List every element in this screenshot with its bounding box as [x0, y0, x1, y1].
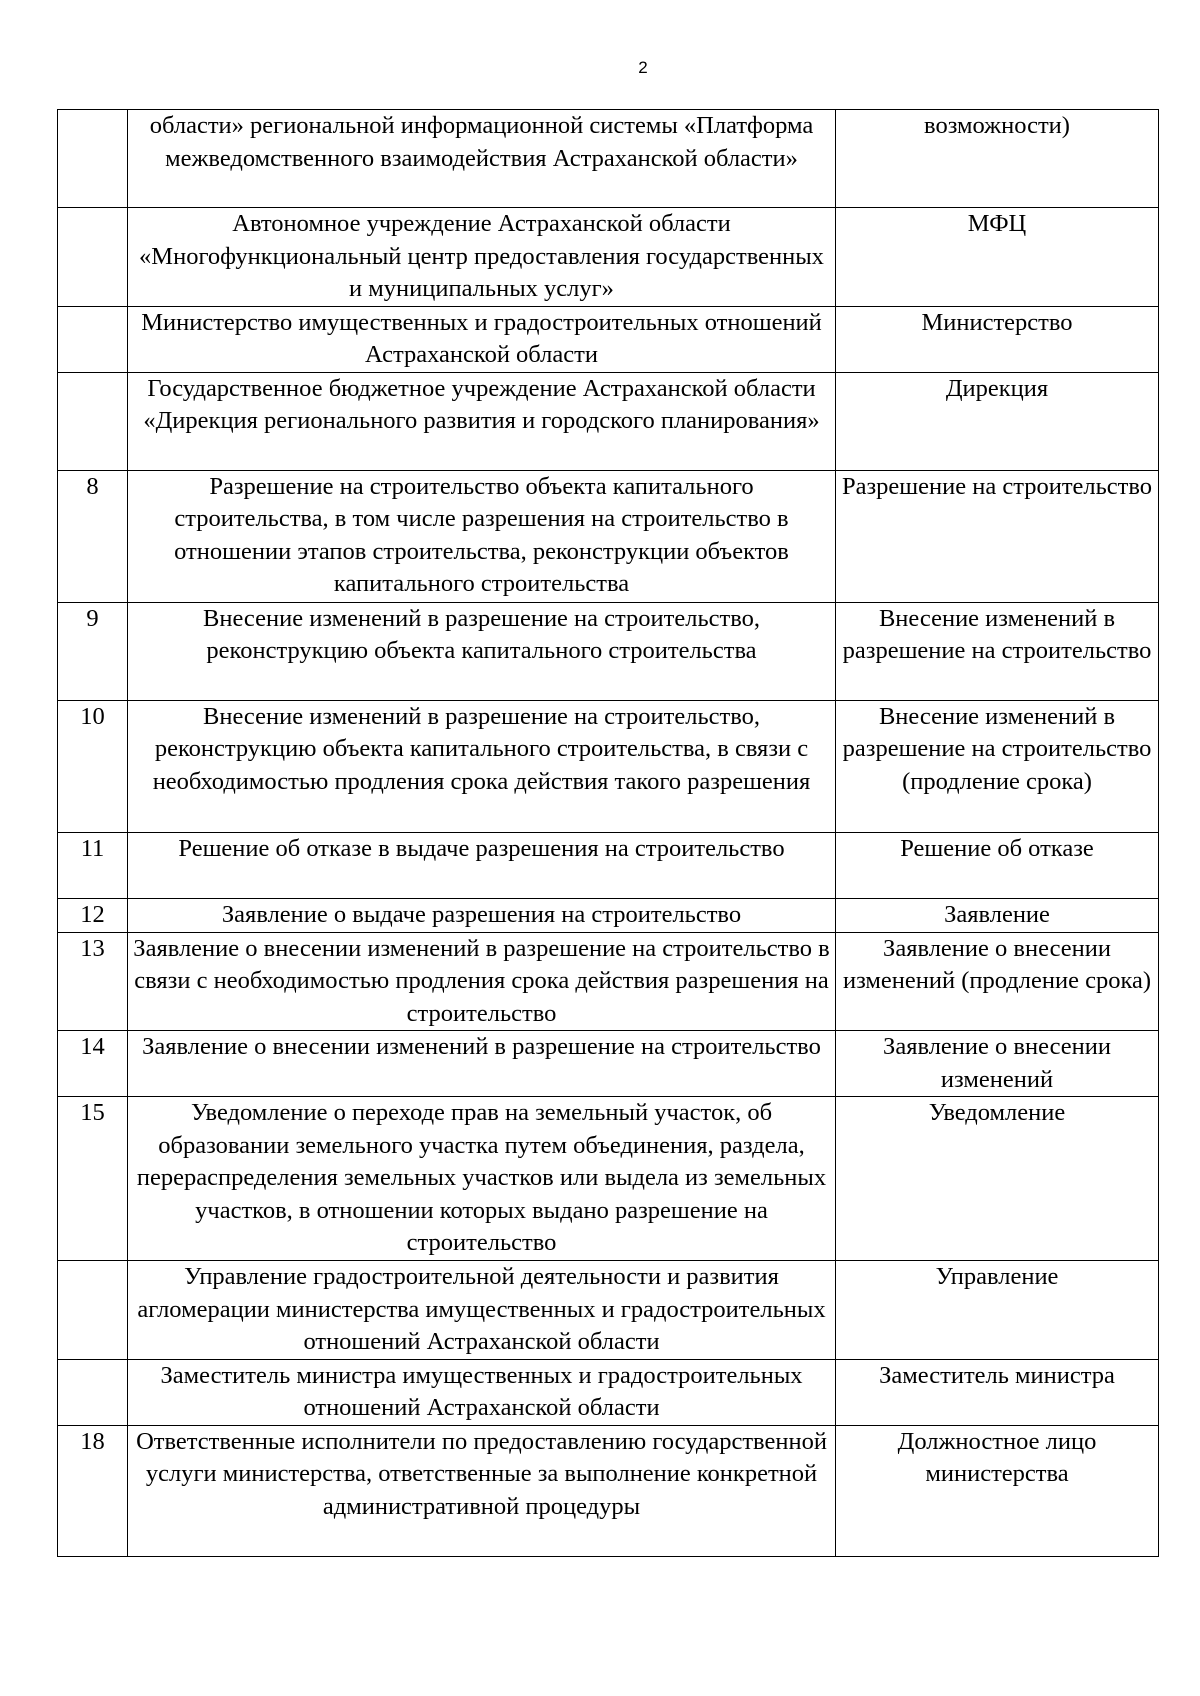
- row-number-cell: 15: [58, 1097, 128, 1261]
- abbreviation-cell: Управление: [836, 1261, 1159, 1360]
- row-number-cell: [58, 1261, 128, 1360]
- abbreviation-cell: Должностное лицо министерства: [836, 1425, 1159, 1556]
- table-row: [58, 372, 1159, 470]
- table-row: [58, 1425, 1159, 1556]
- row-number-cell: 18: [58, 1425, 128, 1556]
- row-number-cell: 12: [58, 898, 128, 932]
- abbreviation-cell: Министерство: [836, 306, 1159, 372]
- row-number-cell: [58, 110, 128, 208]
- full-name-cell: Решение об отказе в выдаче разрешения на строительство: [128, 832, 836, 898]
- abbreviation-cell: Заявление: [836, 898, 1159, 932]
- abbreviation-cell: Заместитель министра: [836, 1359, 1159, 1425]
- row-number-cell: 14: [58, 1031, 128, 1097]
- row-number-cell: 9: [58, 602, 128, 700]
- page-number: 2: [638, 58, 648, 77]
- full-name-cell: Внесение изменений в разрешение на строительство, реконструкцию объекта капитального строительства, в связи с необходимостью продления срока действия такого разрешения: [128, 700, 836, 832]
- table-row: [58, 1261, 1159, 1360]
- row-number-cell: 11: [58, 832, 128, 898]
- full-name-cell: Внесение изменений в разрешение на строительство, реконструкцию объекта капитального строительства: [128, 602, 836, 700]
- full-name-cell: Заявление о внесении изменений в разрешение на строительство: [128, 1031, 836, 1097]
- full-name-cell: Разрешение на строительство объекта капитального строительства, в том числе разрешения на строительство в отношении этапов строительства, реконструкции объектов капитального строительства: [128, 470, 836, 602]
- row-number-cell: 10: [58, 700, 128, 832]
- abbreviation-cell: Заявление о внесении изменений: [836, 1031, 1159, 1097]
- abbreviation-cell: МФЦ: [836, 208, 1159, 307]
- row-number-cell: [58, 306, 128, 372]
- full-name-cell: Заявление о выдаче разрешения на строительство: [128, 898, 836, 932]
- table-row: [58, 1097, 1159, 1261]
- table-row: [58, 832, 1159, 898]
- full-name-cell: Министерство имущественных и градостроительных отношений Астраханской области: [128, 306, 836, 372]
- abbreviation-cell: Дирекция: [836, 372, 1159, 470]
- row-number-cell: 13: [58, 932, 128, 1031]
- table-row: [58, 700, 1159, 832]
- abbreviation-cell: Разрешение на строительство: [836, 470, 1159, 602]
- full-name-cell: Ответственные исполнители по предоставлению государственной услуги министерства, ответственные за выполнение конкретной административной процедуры: [128, 1425, 836, 1556]
- full-name-cell: области» региональной информационной системы «Платформа межведомственного взаимодействия Астраханской области»: [128, 110, 836, 208]
- row-number-cell: [58, 208, 128, 307]
- full-name-cell: Заявление о внесении изменений в разрешение на строительство в связи с необходимостью продления срока действия разрешения на строительство: [128, 932, 836, 1031]
- row-number-cell: [58, 372, 128, 470]
- table-row: [58, 1031, 1159, 1097]
- row-number-cell: 8: [58, 470, 128, 602]
- full-name-cell: Государственное бюджетное учреждение Астраханской области «Дирекция регионального развития и городского планирования»: [128, 372, 836, 470]
- table-row: [58, 470, 1159, 602]
- abbreviations-table: [57, 109, 1159, 1557]
- full-name-cell: Уведомление о переходе прав на земельный участок, об образовании земельного участка путем объединения, раздела, перераспределения земельных участков или выдела из земельных участков, в отношении которых выдано разрешение на строительство: [128, 1097, 836, 1261]
- table-row: [58, 110, 1159, 208]
- table-row: [58, 1359, 1159, 1425]
- abbreviation-cell: Заявление о внесении изменений (продление срока): [836, 932, 1159, 1031]
- full-name-cell: Заместитель министра имущественных и градостроительных отношений Астраханской области: [128, 1359, 836, 1425]
- abbreviation-cell: Внесение изменений в разрешение на строительство (продление срока): [836, 700, 1159, 832]
- full-name-cell: Автономное учреждение Астраханской области «Многофункциональный центр предоставления государственных и муниципальных услуг»: [128, 208, 836, 307]
- table-row: [58, 898, 1159, 932]
- table-row: [58, 208, 1159, 307]
- abbreviation-cell: Уведомление: [836, 1097, 1159, 1261]
- row-number-cell: [58, 1359, 128, 1425]
- table-row: [58, 306, 1159, 372]
- full-name-cell: Управление градостроительной деятельности и развития агломерации министерства имущественных и градостроительных отношений Астраханской области: [128, 1261, 836, 1360]
- abbreviation-cell: Решение об отказе: [836, 832, 1159, 898]
- table-row: [58, 602, 1159, 700]
- table-row: [58, 932, 1159, 1031]
- abbreviation-cell: возможности): [836, 110, 1159, 208]
- abbreviation-cell: Внесение изменений в разрешение на строительство: [836, 602, 1159, 700]
